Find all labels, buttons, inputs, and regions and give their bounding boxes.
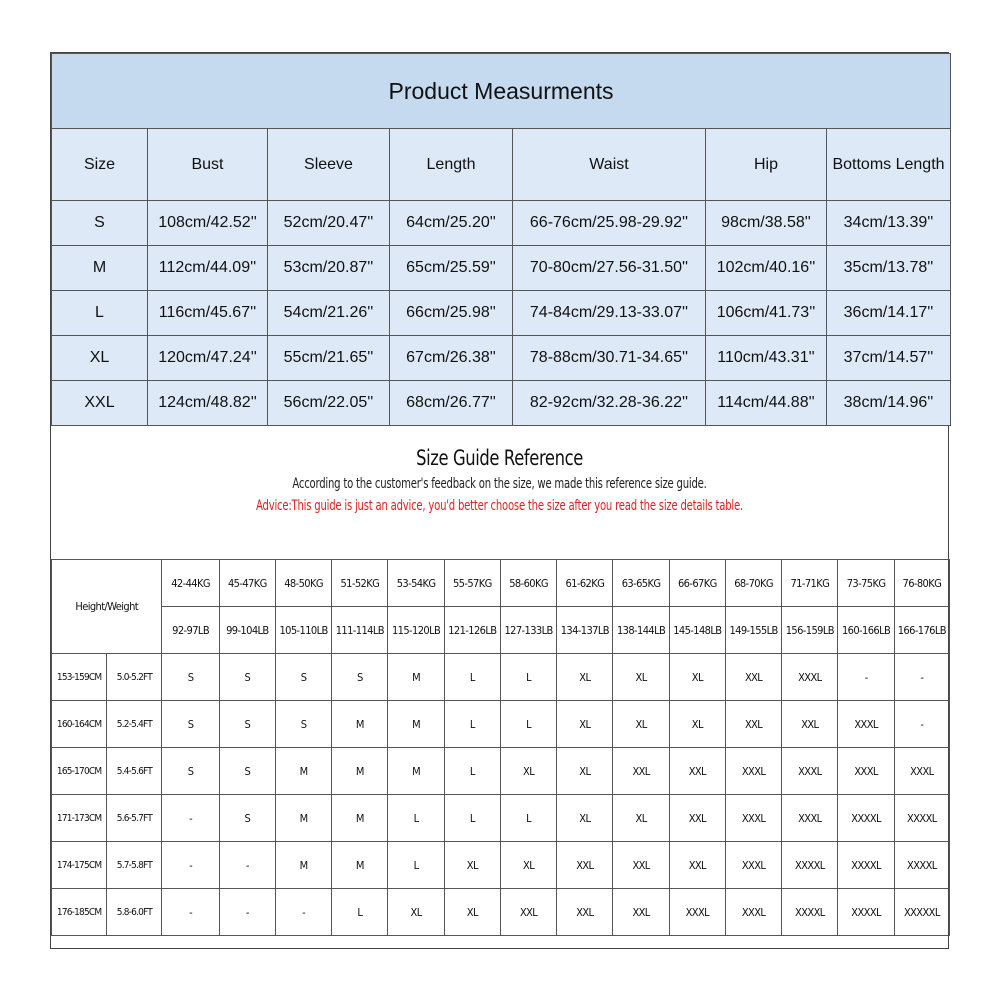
- weight-lb-header: 166-176LB: [894, 607, 949, 654]
- size-cell: XXXL: [894, 748, 949, 795]
- size-cell: XXXL: [782, 795, 838, 842]
- size-cell: L: [388, 795, 444, 842]
- table-cell: 37cm/14.57'': [827, 336, 951, 381]
- size-cell: L: [444, 748, 500, 795]
- table-row: [52, 291, 951, 336]
- product-measurements-table: [51, 53, 951, 426]
- weight-kg-header: 61-62KG: [557, 560, 613, 607]
- size-chart: [50, 52, 949, 949]
- height-cm-label: 165-170CM: [52, 748, 107, 795]
- size-cell: XXXXL: [782, 889, 838, 936]
- table-cell: 78-88cm/30.71-34.65'': [513, 336, 706, 381]
- size-cell: S: [275, 701, 331, 748]
- table-row: [52, 201, 951, 246]
- table-cell: 54cm/21.26'': [268, 291, 390, 336]
- height-ft-label: 5.4-5.6FT: [107, 748, 162, 795]
- size-cell: -: [219, 889, 275, 936]
- weight-lb-header: 121-126LB: [444, 607, 500, 654]
- size-cell: L: [444, 654, 500, 701]
- table-cell: 64cm/25.20'': [390, 201, 513, 246]
- size-cell: L: [332, 889, 388, 936]
- weight-lb-header: 138-144LB: [613, 607, 669, 654]
- table-cell: 110cm/43.31'': [706, 336, 827, 381]
- table-row: [52, 842, 950, 889]
- size-cell: XL: [444, 842, 500, 889]
- size-cell: -: [838, 654, 894, 701]
- weight-lb-header: 111-114LB: [332, 607, 388, 654]
- table-cell: 98cm/38.58'': [706, 201, 827, 246]
- table-cell: 56cm/22.05'': [268, 381, 390, 426]
- size-cell: XXXXL: [782, 842, 838, 889]
- table-cell: 35cm/13.78'': [827, 246, 951, 291]
- size-cell: L: [444, 701, 500, 748]
- size-cell: XXL: [557, 842, 613, 889]
- table-cell: 102cm/40.16'': [706, 246, 827, 291]
- size-cell: S: [162, 748, 219, 795]
- table-cell: 108cm/42.52'': [148, 201, 268, 246]
- table-cell: 106cm/41.73'': [706, 291, 827, 336]
- height-ft-label: 5.6-5.7FT: [107, 795, 162, 842]
- size-cell: L: [388, 842, 444, 889]
- column-header: Length: [390, 129, 513, 201]
- size-cell: L: [444, 795, 500, 842]
- weight-kg-header: 58-60KG: [500, 560, 556, 607]
- table-cell: 38cm/14.96'': [827, 381, 951, 426]
- table-cell: 65cm/25.59'': [390, 246, 513, 291]
- height-cm-label: 176-185CM: [52, 889, 107, 936]
- size-cell: XL: [613, 654, 669, 701]
- size-cell: XL: [557, 701, 613, 748]
- size-cell: -: [894, 654, 949, 701]
- size-cell: XXXL: [838, 701, 894, 748]
- size-cell: XXXL: [725, 889, 781, 936]
- weight-lb-row: [52, 607, 950, 654]
- height-cm-label: 153-159CM: [52, 654, 107, 701]
- weight-lb-header: 160-166LB: [838, 607, 894, 654]
- size-cell: M: [332, 701, 388, 748]
- table-cell: 116cm/45.67'': [148, 291, 268, 336]
- size-cell: XL: [613, 701, 669, 748]
- weight-kg-header: 71-71KG: [782, 560, 838, 607]
- table-cell: 120cm/47.24'': [148, 336, 268, 381]
- size-cell: S: [275, 654, 331, 701]
- height-ft-label: 5.2-5.4FT: [107, 701, 162, 748]
- weight-kg-header: 53-54KG: [388, 560, 444, 607]
- weight-lb-header: 127-133LB: [500, 607, 556, 654]
- height-ft-label: 5.0-5.2FT: [107, 654, 162, 701]
- table-cell: 74-84cm/29.13-33.07'': [513, 291, 706, 336]
- size-cell: XXL: [613, 842, 669, 889]
- size-cell: XXXL: [725, 795, 781, 842]
- size-cell: XXL: [669, 748, 725, 795]
- weight-lb-header: 99-104LB: [219, 607, 275, 654]
- size-cell: XXL: [782, 701, 838, 748]
- size-cell: M: [332, 842, 388, 889]
- height-cm-label: 174-175CM: [52, 842, 107, 889]
- size-cell: XXL: [613, 748, 669, 795]
- size-cell: XXXXXL: [894, 889, 949, 936]
- weight-kg-header: 76-80KG: [894, 560, 949, 607]
- height-weight-label: Height/Weight: [52, 560, 162, 654]
- size-cell: XL: [500, 748, 556, 795]
- table-cell: 124cm/48.82'': [148, 381, 268, 426]
- table-cell: 112cm/44.09'': [148, 246, 268, 291]
- column-header: Bust: [148, 129, 268, 201]
- table-cell: M: [52, 246, 148, 291]
- weight-kg-header: 48-50KG: [275, 560, 331, 607]
- table-cell: 68cm/26.77'': [390, 381, 513, 426]
- size-cell: XL: [388, 889, 444, 936]
- size-guide-title: Size Guide Reference: [416, 446, 583, 470]
- size-cell: XXXL: [725, 842, 781, 889]
- table-cell: 52cm/20.47'': [268, 201, 390, 246]
- size-cell: -: [162, 842, 219, 889]
- size-cell: XXXL: [782, 654, 838, 701]
- weight-kg-header: 66-67KG: [669, 560, 725, 607]
- size-cell: M: [388, 654, 444, 701]
- size-cell: M: [332, 795, 388, 842]
- height-cm-label: 160-164CM: [52, 701, 107, 748]
- size-cell: XXXL: [669, 889, 725, 936]
- table-row: [52, 795, 950, 842]
- size-guide-advice: Advice:This guide is just an advice, you'd better choose the size after you read the size details table.: [256, 498, 743, 514]
- size-cell: L: [500, 795, 556, 842]
- table-cell: 36cm/14.17'': [827, 291, 951, 336]
- table-cell: 34cm/13.39'': [827, 201, 951, 246]
- size-cell: -: [162, 795, 219, 842]
- size-cell: XXXL: [725, 748, 781, 795]
- size-cell: S: [332, 654, 388, 701]
- size-cell: XXL: [613, 889, 669, 936]
- size-guide-description: According to the customer's feedback on the size, we made this reference size guide.: [292, 476, 707, 492]
- size-cell: XXXXL: [838, 795, 894, 842]
- weight-kg-header: 45-47KG: [219, 560, 275, 607]
- size-cell: XXL: [500, 889, 556, 936]
- size-cell: XXL: [669, 842, 725, 889]
- size-cell: -: [219, 842, 275, 889]
- size-cell: L: [500, 654, 556, 701]
- table-cell: XL: [52, 336, 148, 381]
- size-cell: XXL: [725, 654, 781, 701]
- size-cell: L: [500, 701, 556, 748]
- weight-kg-header: 68-70KG: [725, 560, 781, 607]
- weight-lb-header: 115-120LB: [388, 607, 444, 654]
- table-row: [52, 246, 951, 291]
- size-cell: -: [162, 889, 219, 936]
- table-cell: 82-92cm/32.28-36.22'': [513, 381, 706, 426]
- table-cell: 66-76cm/25.98-29.92'': [513, 201, 706, 246]
- size-cell: XXXL: [782, 748, 838, 795]
- weight-lb-header: 105-110LB: [275, 607, 331, 654]
- size-cell: M: [275, 842, 331, 889]
- size-cell: XXXXL: [894, 795, 949, 842]
- measurements-title: Product Measurments: [52, 54, 951, 129]
- column-header: Bottoms Length: [827, 129, 951, 201]
- height-cm-label: 171-173CM: [52, 795, 107, 842]
- size-guide-reference: [51, 426, 948, 559]
- size-cell: XXXXL: [838, 889, 894, 936]
- size-cell: XL: [557, 654, 613, 701]
- size-cell: M: [332, 748, 388, 795]
- size-cell: XL: [669, 654, 725, 701]
- table-row: [52, 336, 951, 381]
- table-cell: XXL: [52, 381, 148, 426]
- weight-kg-row: [52, 560, 950, 607]
- column-header: Sleeve: [268, 129, 390, 201]
- weight-lb-header: 145-148LB: [669, 607, 725, 654]
- table-row: [52, 381, 951, 426]
- table-row: [52, 748, 950, 795]
- size-cell: M: [388, 748, 444, 795]
- size-cell: M: [388, 701, 444, 748]
- size-cell: S: [162, 654, 219, 701]
- column-header: Waist: [513, 129, 706, 201]
- size-cell: XL: [613, 795, 669, 842]
- table-cell: 67cm/26.38'': [390, 336, 513, 381]
- size-cell: M: [275, 795, 331, 842]
- table-cell: L: [52, 291, 148, 336]
- weight-lb-header: 156-159LB: [782, 607, 838, 654]
- weight-kg-header: 42-44KG: [162, 560, 219, 607]
- height-ft-label: 5.7-5.8FT: [107, 842, 162, 889]
- table-cell: 55cm/21.65'': [268, 336, 390, 381]
- size-cell: S: [219, 795, 275, 842]
- size-cell: XXXXL: [894, 842, 949, 889]
- size-cell: S: [219, 701, 275, 748]
- size-cell: XXL: [725, 701, 781, 748]
- weight-lb-header: 149-155LB: [725, 607, 781, 654]
- size-cell: XL: [444, 889, 500, 936]
- size-cell: XXXXL: [838, 842, 894, 889]
- weight-lb-header: 134-137LB: [557, 607, 613, 654]
- size-cell: XL: [669, 701, 725, 748]
- table-cell: 114cm/44.88'': [706, 381, 827, 426]
- table-row: [52, 701, 950, 748]
- column-header: Hip: [706, 129, 827, 201]
- size-cell: XXL: [557, 889, 613, 936]
- table-row: [52, 889, 950, 936]
- size-cell: S: [219, 748, 275, 795]
- column-header: Size: [52, 129, 148, 201]
- size-cell: -: [275, 889, 331, 936]
- size-cell: XL: [557, 795, 613, 842]
- weight-kg-header: 73-75KG: [838, 560, 894, 607]
- size-cell: XL: [557, 748, 613, 795]
- size-cell: M: [275, 748, 331, 795]
- weight-kg-header: 55-57KG: [444, 560, 500, 607]
- size-cell: XXL: [669, 795, 725, 842]
- table-cell: 70-80cm/27.56-31.50'': [513, 246, 706, 291]
- measurements-header-row: [52, 129, 951, 201]
- table-cell: 53cm/20.87'': [268, 246, 390, 291]
- size-cell: -: [894, 701, 949, 748]
- table-cell: S: [52, 201, 148, 246]
- height-ft-label: 5.8-6.0FT: [107, 889, 162, 936]
- weight-kg-header: 63-65KG: [613, 560, 669, 607]
- table-row: [52, 654, 950, 701]
- weight-lb-header: 92-97LB: [162, 607, 219, 654]
- size-cell: XL: [500, 842, 556, 889]
- table-cell: 66cm/25.98'': [390, 291, 513, 336]
- size-cell: XXXL: [838, 748, 894, 795]
- height-weight-table: [51, 559, 950, 936]
- weight-kg-header: 51-52KG: [332, 560, 388, 607]
- size-cell: S: [219, 654, 275, 701]
- size-cell: S: [162, 701, 219, 748]
